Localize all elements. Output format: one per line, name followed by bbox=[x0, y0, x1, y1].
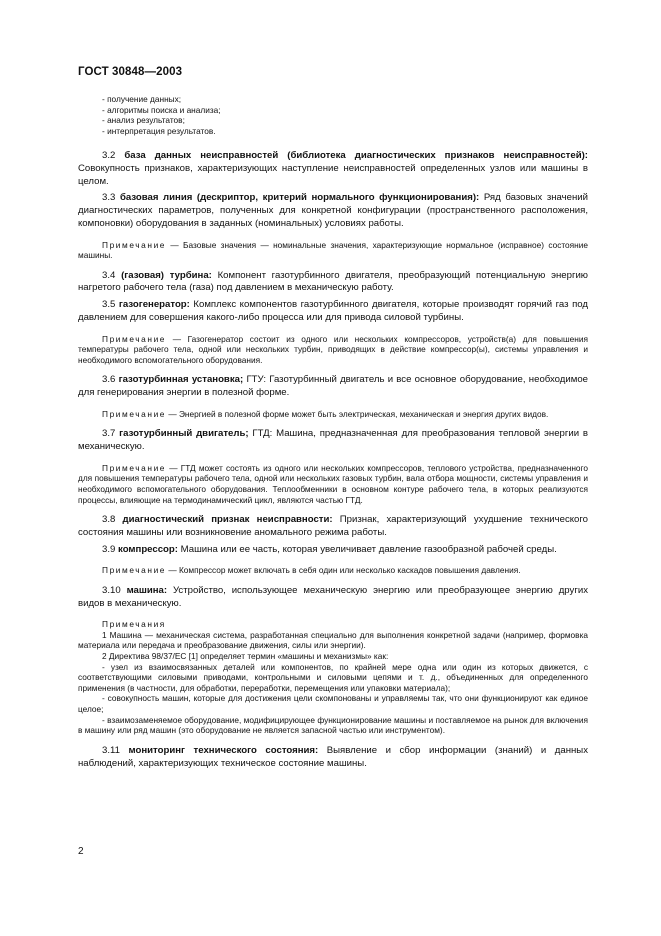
note-item: 1 Машина — механическая система, разработанная специально для выполнения конкретной задачи (например, формовка материала или передача и преобразование движения, силы или энергии). bbox=[78, 629, 588, 651]
note-text: — ГТД может состоять из одного или нескольких компрессоров, теплового устройства, предназначенного для повышения температуры рабочего тела, одной или нескольких газовых турбин, вала отбора мощности, системы управления и необходимого вспомогательного оборудования. Теплообменники в основном контуре рабочего тела, в которых реализуются процессы, влияющие на термодинамический цикл, являются частью ГТД. bbox=[78, 462, 588, 505]
section-number: 3.2 bbox=[102, 150, 116, 162]
term: газотурбинный двигатель; bbox=[119, 428, 249, 440]
definition-text: ГТУ: Газотурбинный двигатель и все основное оборудование, необходимое для генерирования энергии в полезной форме. bbox=[78, 374, 588, 399]
note-3-5 bbox=[78, 334, 588, 366]
term: компрессор: bbox=[118, 543, 178, 555]
definition-text: Выявление и сбор информации (знаний) и данных наблюдений, характеризующих техническое состояние машины. bbox=[78, 744, 588, 769]
definition-3-10 bbox=[78, 585, 588, 610]
note-item: - взаимозаменяемое оборудование, модифицирующее функционирование машины и поставляемое на рынок для включения в машину или ряд машин (это оборудование не является запасной частью или инструментом). bbox=[78, 714, 588, 736]
document-body bbox=[78, 94, 588, 770]
term: диагностический признак неисправности: bbox=[122, 514, 333, 526]
term: базовая линия (дескриптор, критерий нормального функционирования): bbox=[119, 192, 480, 204]
definition-3-8 bbox=[78, 514, 588, 539]
bullet-list bbox=[78, 94, 588, 136]
list-item: - интерпретация результатов. bbox=[102, 125, 216, 136]
note-text: — Энергией в полезной форме может быть электрическая, механическая и энергия других видов. bbox=[168, 408, 549, 419]
section-number: 3.4 bbox=[102, 269, 116, 281]
notes-label: Примечания bbox=[102, 619, 166, 630]
note-text: — Базовые значения — номинальные значения, характеризующие нормальное (исправное) состояние машины. bbox=[78, 239, 588, 261]
term: база данных неисправностей (библиотека диагностических признаков неисправностей): bbox=[124, 150, 588, 162]
note-label: Примечание bbox=[102, 565, 167, 576]
list-item: - алгоритмы поиска и анализа; bbox=[102, 104, 221, 115]
definition-3-5 bbox=[78, 299, 588, 324]
note-item: 2 Директива 98/37/ЕС [1] определяет термин «машины и механизмы» как: bbox=[102, 651, 389, 662]
definition-3-3 bbox=[78, 192, 588, 230]
section-number: 3.10 bbox=[102, 584, 121, 596]
definition-text: ГТД: Машина, предназначенная для преобразования тепловой энергии в механическую. bbox=[78, 428, 589, 453]
page-number: 2 bbox=[78, 846, 84, 857]
definition-3-2 bbox=[78, 150, 588, 188]
section-number: 3.5 bbox=[102, 299, 116, 311]
note-text: — Газогенератор состоит из одного или нескольких компрессоров, устройств(а) для повышения температуры рабочего тела, одной или нескольких турбин, приводящих в действие компрессор(ы), системы управления и необходимого вспомогательного оборудования. bbox=[78, 333, 588, 365]
definition-text: Компонент газотурбинного двигателя, преобразующий потенциальную энергию нагретого рабочего тела (газа) под давлением в механическую работу. bbox=[78, 269, 589, 294]
definition-text: Ряд базовых значений диагностических параметров, полученных для конкретной конфигурации (пространственного расположения, компоновки) оборудования в заданных (номинальных) условиях работы. bbox=[78, 192, 589, 229]
term: газогенератор: bbox=[118, 299, 190, 311]
definition-text: Машина или ее часть, которая увеличивает давление газообразной рабочей среды. bbox=[180, 543, 557, 555]
term: (газовая) турбина: bbox=[121, 269, 212, 281]
note-3-3 bbox=[78, 240, 588, 261]
note-text: — Компрессор может включать в себя один или несколько каскадов повышения давления. bbox=[168, 565, 521, 576]
term: машина: bbox=[126, 584, 168, 596]
section-number: 3.6 bbox=[102, 374, 116, 386]
note-label: Примечание bbox=[102, 408, 167, 419]
note-item: - совокупность машин, которые для достижения цели скомпонованы и управляемы так, что они функционируют как единое целое; bbox=[78, 693, 588, 715]
note-label: Примечание bbox=[102, 333, 167, 344]
note-label: Примечание bbox=[102, 462, 167, 473]
list-item: - получение данных; bbox=[102, 94, 182, 104]
section-number: 3.9 bbox=[102, 543, 116, 555]
definition-3-9 bbox=[78, 544, 588, 557]
section-number: 3.11 bbox=[102, 744, 120, 756]
note-3-9 bbox=[78, 565, 588, 576]
definition-3-6 bbox=[78, 374, 588, 399]
document-header: ГОСТ 30848—2003 bbox=[78, 66, 183, 78]
section-number: 3.7 bbox=[102, 428, 116, 440]
term: газотурбинная установка; bbox=[118, 374, 244, 386]
term: мониторинг технического состояния: bbox=[128, 744, 319, 756]
definition-text: Устройство, использующее механическую энергию или преобразующее энергию других видов в механическую. bbox=[78, 584, 588, 609]
list-item: - анализ результатов; bbox=[102, 115, 185, 126]
note-3-6 bbox=[78, 409, 588, 420]
definition-3-11 bbox=[78, 745, 588, 770]
definition-text: Комплекс компонентов газотурбинного двигателя, которые производят горячий газ под давлением для совершения какого-либо процесса или для привода силовой турбины. bbox=[78, 299, 588, 323]
note-item: - узел из взаимосвязанных деталей или компонентов, по крайней мере одна или один из которых движется, с соответствующими силовыми приводами, контрольными и силовыми цепями и т. д., объединенных для определенного применения (в частности, для обработки, переработки, перемещения или упаковки материала); bbox=[78, 661, 588, 693]
definition-text: Совокупность признаков, характеризующих наступление неисправностей определенных узлов или машины в целом. bbox=[78, 163, 588, 187]
note-3-7 bbox=[78, 463, 588, 505]
definition-3-4 bbox=[78, 270, 588, 295]
definition-3-7 bbox=[78, 428, 588, 453]
section-number: 3.3 bbox=[102, 192, 116, 204]
definition-text: Признак, характеризующий ухудшение технического состояния машины или возникновение аномального режима работы. bbox=[78, 514, 589, 538]
notes-3-10 bbox=[78, 619, 588, 736]
note-label: Примечание bbox=[102, 239, 167, 250]
section-number: 3.8 bbox=[102, 514, 116, 526]
